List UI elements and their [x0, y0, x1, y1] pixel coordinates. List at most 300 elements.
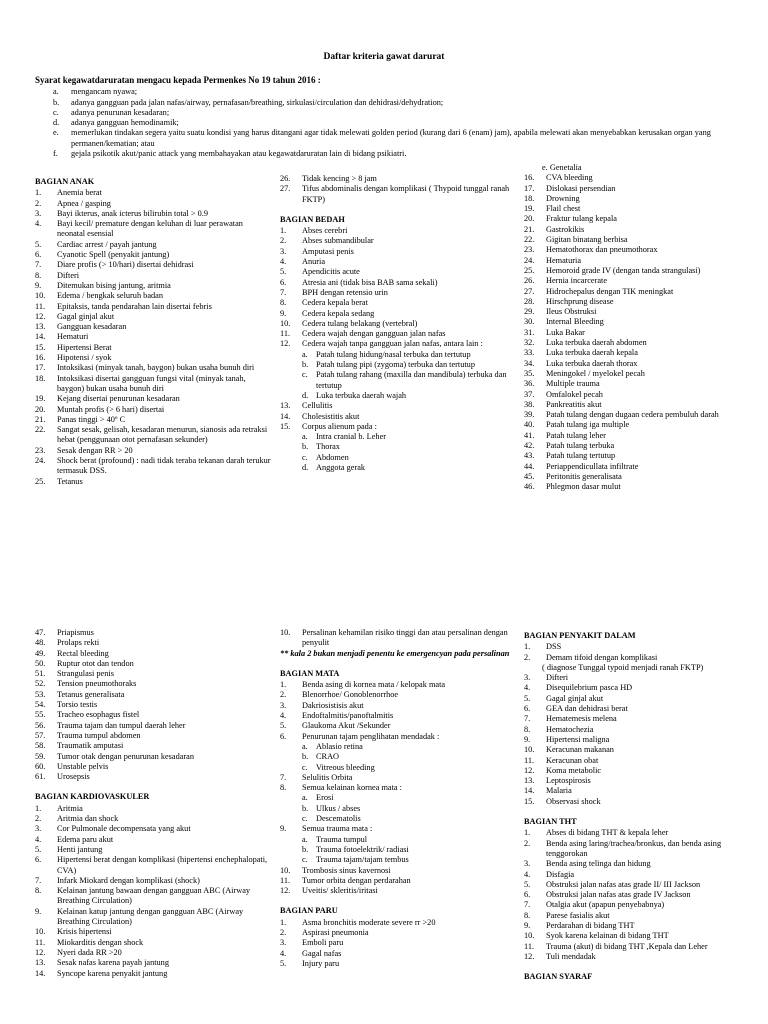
item-number: b.: [302, 442, 309, 452]
item-text: Tetanus generalisata: [57, 689, 125, 699]
intro-criteria-list: [35, 87, 765, 159]
item-text: Kelainan katup jantung dengan gangguan ABC (Airway Breathing Circulation): [57, 906, 244, 927]
item-number: 9.: [280, 824, 287, 834]
item-text: Abses cerebri: [302, 226, 348, 236]
item-text: BPH dengan retensio urin: [302, 287, 388, 297]
item-text: Meningokel / myelokel pecah: [546, 368, 645, 378]
sub-list-item: [280, 360, 512, 370]
item-text: Persalinan kehamilan risiko tinggi dan atau persalinan dengan penyulit: [302, 628, 508, 648]
item-number: 2.: [524, 652, 531, 662]
list-item: [35, 281, 271, 291]
item-text: Benda asing telinga dan hidung: [546, 859, 651, 869]
item-text: Injury paru: [302, 958, 340, 968]
list-item: [524, 204, 764, 214]
list-item: [280, 876, 512, 886]
item-text: Cedera kepala berat: [302, 298, 368, 308]
item-text: Selulitis Orbita: [302, 772, 353, 782]
item-text: Apendicitis acute: [302, 267, 360, 277]
list-item: [524, 704, 764, 714]
list-item: [35, 752, 271, 762]
item-number: 54.: [35, 700, 46, 710]
list-item: [524, 338, 764, 348]
item-text: Fraktur tulang kepala: [546, 214, 617, 224]
list-item: [280, 886, 512, 896]
item-number: 9.: [524, 734, 531, 744]
item-number: 34.: [524, 358, 535, 368]
item-text: Abses submandibular: [302, 236, 374, 246]
list-item: [35, 710, 271, 720]
item-number: 16.: [524, 173, 535, 183]
list-item: [35, 322, 271, 332]
item-text: Dakriosistisis akut: [302, 700, 364, 710]
item-number: 35.: [524, 368, 535, 378]
item-text: Peritonitis generalisata: [546, 471, 622, 481]
item-text: Luka Bakar: [546, 327, 585, 337]
item-text: Cholesistitis akut: [302, 411, 360, 421]
list-item: [35, 835, 271, 845]
item-text: Patah tulang dengan dugaan cedera pembuluh darah: [546, 410, 719, 420]
list-item: [280, 721, 512, 731]
list-item: [35, 343, 271, 353]
item-text: Apnea / gasping: [57, 198, 111, 208]
item-text: Krisis hipertensi: [57, 927, 112, 937]
list-item: [524, 673, 764, 683]
item-text: Infark Miokard dengan komplikasi (shock): [57, 875, 200, 885]
item-number: 5.: [524, 693, 531, 703]
item-number: 23.: [524, 245, 535, 255]
list-item: [35, 649, 271, 659]
item-number: 15.: [35, 342, 46, 352]
item-number: 16.: [35, 353, 46, 363]
item-text: Ablasio retina: [316, 741, 363, 751]
item-number: 14.: [35, 332, 46, 342]
list-item: [280, 690, 512, 700]
item-text: Hipertensi Berat: [57, 342, 112, 352]
item-text: Luka terbuka daerah thorax: [546, 358, 638, 368]
item-text: Tension pneumothoraks: [57, 679, 137, 689]
list-item: [35, 209, 271, 219]
list-item: [524, 725, 764, 735]
item-text: CRAO: [316, 752, 340, 762]
list-item: [35, 948, 271, 958]
list-item: [35, 886, 271, 907]
item-number: 53.: [35, 689, 46, 699]
item-text: Gagal ginjal akut: [57, 311, 115, 321]
section-heading: BAGIAN ANAK: [35, 177, 95, 186]
item-text: Muntah profis (> 6 hari) disertai: [57, 404, 165, 414]
list-item: [524, 307, 764, 317]
list-item: [524, 735, 764, 745]
item-text: Tetanus: [57, 476, 83, 486]
item-number: 2.: [280, 236, 287, 246]
item-number: 4.: [280, 711, 287, 721]
item-number: 26.: [280, 174, 291, 183]
item-number: b.: [302, 752, 309, 762]
item-text: Semua kelainan kornea mata :: [302, 783, 402, 793]
item-number: 59.: [35, 751, 46, 761]
list-item: [280, 824, 512, 834]
item-text: Kelainan jantung bawaan dengan gangguan ABC (Airway Breathing Circulation): [57, 886, 251, 906]
list-item: [524, 276, 764, 286]
item-text: Hematochezia: [546, 724, 594, 734]
section-heading: BAGIAN PENYAKIT DALAM: [524, 631, 636, 640]
list-item: [524, 379, 764, 389]
item-text: Asma bronchitis moderate severe rr >20: [302, 917, 436, 927]
item-text: Tumor otak dengan penurunan kesadaran: [57, 751, 195, 761]
item-text: Hidrochepalus dengan TIK meningkat: [546, 286, 674, 296]
item-text: Hernia incarcerate: [546, 276, 608, 286]
list-item: [35, 958, 271, 968]
item-number: 10.: [280, 865, 291, 875]
list-item: [524, 482, 764, 492]
criterion-marker: b.: [53, 97, 60, 107]
list-item: [524, 451, 764, 461]
list-item: [524, 890, 764, 900]
item-number: 10.: [35, 927, 46, 937]
item-text: Tumor orbita dengan perdarahan: [302, 875, 411, 885]
list-item: [35, 363, 271, 373]
item-number: 20.: [524, 214, 535, 224]
item-text: Cyanotic Spell (penyakit jantung): [57, 250, 170, 260]
list-item: [524, 194, 764, 204]
item-text: Patah tulang hidung/nasal terbuka dan tertutup: [316, 349, 471, 359]
item-number: a.: [302, 432, 308, 442]
sub-list-item: [280, 742, 512, 752]
item-text: Difteri: [546, 673, 569, 683]
item-number: b.: [302, 844, 309, 854]
item-number: 8.: [280, 298, 287, 308]
item-number: a.: [302, 741, 308, 751]
item-number: 6.: [280, 277, 287, 287]
item-number: 22.: [524, 235, 535, 245]
item-text: Semua trauma mata :: [302, 824, 373, 834]
item-text: Obstruksi jalan nafas atas grade IV Jackson: [546, 890, 691, 900]
list-item: [35, 302, 271, 312]
list-item: [35, 477, 271, 487]
list-item: [35, 700, 271, 710]
criterion-marker: c.: [53, 107, 59, 117]
item-number: 11.: [280, 329, 291, 339]
item-number: 25.: [35, 476, 46, 486]
list-item: [280, 949, 512, 959]
sub-list-item: [280, 442, 512, 452]
item-text: Vitreous bleeding: [316, 762, 375, 772]
item-number: 8.: [524, 910, 531, 920]
item-text: Anuria: [302, 257, 326, 267]
item-number: 2.: [524, 838, 531, 848]
item-number: 2.: [35, 814, 42, 824]
list-item: [524, 235, 764, 245]
item-text: Epitaksis, tanda pendarahan lain disertai febris: [57, 301, 212, 311]
item-number: 13.: [35, 322, 46, 332]
item-text: Sangat sesak, gelisah, kesadaran menurun, sianosis ada retraksi hebat (penggunaan otot pernafasan sekunder): [57, 425, 268, 445]
item-number: 8.: [280, 783, 287, 793]
item-text: Uveitis/ skleritis/iritasi: [302, 886, 378, 896]
item-text: Hematuri: [57, 332, 89, 342]
list-item: [524, 225, 764, 235]
item-text: Prolaps rekti: [57, 638, 100, 648]
item-number: 2.: [280, 690, 287, 700]
list-item: [35, 199, 271, 209]
page-title: Daftar kriteria gawat darurat: [323, 52, 445, 62]
list-item: [35, 690, 271, 700]
list-item: [35, 762, 271, 772]
item-number: 25.: [524, 265, 535, 275]
criterion-text: adanya gangguan hemodinamik;: [71, 118, 179, 128]
item-number: 15.: [280, 421, 291, 431]
item-number: 30.: [524, 317, 535, 327]
item-text: Hipotensi / syok: [57, 353, 112, 363]
item-number: 12.: [280, 886, 291, 896]
list-item: [280, 339, 512, 349]
list-item: [524, 880, 764, 890]
list-item: [280, 928, 512, 938]
item-text: Syok karena kelainan di bidang THT: [546, 931, 669, 941]
item-number: 22.: [35, 425, 46, 435]
item-number: c.: [302, 855, 308, 865]
item-number: 14.: [524, 786, 535, 796]
item-text: Otalgia akut (apapun penyebabnya): [546, 900, 665, 910]
item-text: Patah tulang rahang (maxilla dan mandibula) terbuka dan tertutup: [316, 370, 507, 390]
item-number: 61.: [35, 772, 46, 782]
item-number: 24.: [35, 456, 46, 466]
list-item: [524, 256, 764, 266]
list-item: [35, 628, 271, 638]
list-item: [35, 271, 271, 281]
continuation-text: e. Genetalia: [542, 163, 582, 172]
item-number: 1.: [280, 226, 287, 236]
item-number: 36.: [524, 379, 535, 389]
item-text: Disfagia: [546, 869, 575, 879]
item-number: 57.: [35, 730, 46, 740]
list-item: [35, 188, 271, 198]
list-item: [524, 683, 764, 693]
column-kebidanan-mata-paru: [280, 628, 512, 969]
item-number: 14.: [35, 968, 46, 978]
list-item: [524, 369, 764, 379]
item-number: 26.: [524, 276, 535, 286]
item-text: CVA bleeding: [546, 173, 593, 183]
item-text: Flail chest: [546, 204, 581, 214]
list-item: [280, 329, 512, 339]
list-item: [524, 642, 764, 652]
item-text: Phlegmon dasar mulut: [546, 482, 621, 492]
item-text: Sesak dengan RR > 20: [57, 445, 133, 455]
list-item: [35, 260, 271, 270]
list-item: [280, 278, 512, 288]
item-number: 11.: [35, 937, 46, 947]
item-text: Cellulitis: [302, 401, 333, 411]
item-text: Patah tulang leher: [546, 430, 606, 440]
item-number: b.: [302, 803, 309, 813]
item-number: 10.: [280, 628, 291, 637]
list-item: [524, 328, 764, 338]
item-text: Trauma fotoelektrik/ radiasi: [316, 844, 409, 854]
item-text: Thorax: [316, 442, 340, 452]
item-text: Bayi ikterus, anak icterus bilirubin total > 0.9: [57, 208, 208, 218]
list-item: [524, 472, 764, 482]
item-number: 7.: [280, 287, 287, 297]
list-item: [35, 804, 271, 814]
list-item: [524, 266, 764, 276]
item-number: 11.: [524, 941, 535, 951]
item-text: Parese fasialis akut: [546, 910, 610, 920]
list-item: [280, 412, 512, 422]
item-number: 37.: [524, 389, 535, 399]
item-text: Bayi kecil/ premature dengan keluhan di luar perawatan neonatal esensial: [57, 219, 243, 239]
list-item: [524, 214, 764, 224]
item-number: 9.: [280, 308, 287, 318]
item-number: a.: [302, 349, 308, 359]
list-item: [524, 287, 764, 297]
list-item: [524, 921, 764, 931]
list-item: [524, 931, 764, 941]
item-number: 48.: [35, 638, 46, 648]
item-text: Strangulasi penis: [57, 669, 114, 679]
sub-list-item: [280, 835, 512, 845]
list-item: [35, 741, 271, 751]
list-item: [280, 422, 512, 432]
item-text: Trauma tajam dan tumpul daerah leher: [57, 720, 186, 730]
item-number: 12.: [280, 339, 291, 349]
item-number: a.: [302, 834, 308, 844]
item-text: Gagal nafas: [302, 948, 342, 958]
list-item: [35, 845, 271, 855]
item-text: Luka terbuka daerah kepala: [546, 348, 638, 358]
item-text: Sesak nafas karena payah jantung: [57, 958, 169, 968]
list-item: [524, 942, 764, 952]
list-item: [524, 745, 764, 755]
criterion-text: memerlukan tindakan segera yaitu suatu kondisi yang harus ditangani agar tidak melewati golden period (kurang dari 6 (enam) jam), apabila melewati akan menyebabkan kerusakan organ yang permanen/kematian; atau: [71, 128, 711, 148]
item-text: Blenorrhoe/ Gonoblenorrhoe: [302, 690, 399, 700]
item-text: Internal Bleeding: [546, 317, 604, 327]
item-number: 2.: [280, 928, 287, 938]
list-item: [35, 814, 271, 824]
item-number: 2.: [35, 198, 42, 208]
item-number: 8.: [35, 270, 42, 280]
column-bedah-continued: [524, 163, 764, 493]
sub-list-item: [280, 350, 512, 360]
sub-list-item: [280, 752, 512, 762]
item-text: Patah tulang terbuka: [546, 441, 615, 451]
list-item: [524, 184, 764, 194]
item-number: 4.: [35, 219, 42, 229]
list-item: [280, 174, 512, 184]
item-text: Anemia berat: [57, 188, 102, 198]
item-number: 51.: [35, 669, 46, 679]
item-text: Drowning: [546, 193, 580, 203]
item-number: 21.: [35, 414, 46, 424]
item-number: 60.: [35, 761, 46, 771]
item-text: Patah tulang tertutup: [546, 451, 616, 461]
item-text: Intoksikasi (minyak tanah, baygon) bukan usaha bunuh diri: [57, 363, 255, 373]
continuation-text: ( diagnose Tunggal typoid menjadi ranah FKTP): [542, 662, 704, 672]
item-number: 10.: [280, 318, 291, 328]
item-text: Ileus Obstruksi: [546, 307, 597, 317]
item-text: Cedera kepala sedang: [302, 308, 375, 318]
item-number: 45.: [524, 471, 535, 481]
item-number: 5.: [35, 239, 42, 249]
list-item: [35, 876, 271, 886]
item-text: Henti jantung: [57, 844, 103, 854]
item-text: Anggota gerak: [316, 463, 366, 473]
criterion-text: gejala psikotik akut/panic attack yang membahayakan atau kegawatdaruratan lain di bidang psikiatri.: [71, 149, 407, 159]
list-item: [280, 701, 512, 711]
item-number: 5.: [524, 879, 531, 889]
sub-list-item: [280, 763, 512, 773]
item-text: Pankreatitis akut: [546, 399, 602, 409]
item-number: 13.: [280, 401, 291, 411]
criterion-text: adanya gangguan pada jalan nafas/airway, pernafasan/breathing, sirkulasi/circulation dan dehidrasi/dehydration;: [71, 97, 444, 107]
column-penyakit-dalam-tht: [524, 628, 764, 984]
list-item: [524, 952, 764, 962]
column-bedah-kardiovaskuler: [35, 628, 271, 979]
list-item: [524, 400, 764, 410]
item-number: 5.: [280, 267, 287, 277]
item-number: 9.: [35, 906, 42, 916]
list-item: [524, 420, 764, 430]
item-number: 1.: [280, 680, 287, 690]
item-number: 43.: [524, 451, 535, 461]
item-number: 12.: [35, 311, 46, 321]
item-text: DSS: [546, 642, 562, 652]
list-item: [524, 359, 764, 369]
list-item: [524, 410, 764, 420]
item-number: 21.: [524, 224, 535, 234]
item-number: 12.: [524, 765, 535, 775]
list-item: [524, 797, 764, 807]
sub-list-item: [280, 370, 512, 391]
item-text: Descematolis: [316, 814, 361, 824]
item-number: 10.: [524, 931, 535, 941]
item-number: 7.: [524, 714, 531, 724]
item-number: 1.: [280, 917, 287, 927]
item-text: Patah tulang pipi (zygoma) terbuka dan tertutup: [316, 360, 475, 370]
list-item: [35, 721, 271, 731]
item-number: 17.: [35, 363, 46, 373]
item-text: Omfalokel pecah: [546, 389, 603, 399]
item-number: 9.: [524, 921, 531, 931]
list-item: [35, 969, 271, 979]
item-text: Leptospirosis: [546, 776, 591, 786]
item-number: 13.: [35, 958, 46, 968]
criterion-marker: d.: [53, 118, 60, 128]
item-number: 46.: [524, 482, 535, 492]
sub-list-item: [280, 804, 512, 814]
item-number: 4.: [524, 683, 531, 693]
list-item: [280, 866, 512, 876]
list-item: [524, 653, 764, 663]
list-item: [280, 628, 512, 649]
item-text: Atresia ani (tidak bisa BAB sama sekali): [302, 277, 438, 287]
list-item: [280, 918, 512, 928]
sub-list-item: [280, 814, 512, 824]
item-text: Ditemukan bising jantung, aritmia: [57, 280, 171, 290]
item-number: 7.: [35, 260, 42, 270]
item-text: Hirschprung disease: [546, 296, 614, 306]
column-bedah: [280, 174, 512, 473]
list-item: [280, 319, 512, 329]
list-item: [524, 714, 764, 724]
item-text: Tuli mendadak: [546, 951, 596, 961]
item-text: Disequilebrium pasca HD: [546, 683, 633, 693]
section-heading: BAGIAN PARU: [280, 906, 338, 916]
item-number: 32.: [524, 338, 535, 348]
item-number: 1.: [524, 828, 531, 838]
list-item: [280, 288, 512, 298]
list-item: [35, 824, 271, 834]
item-text: Edema / bengkak seluruh badan: [57, 291, 163, 301]
